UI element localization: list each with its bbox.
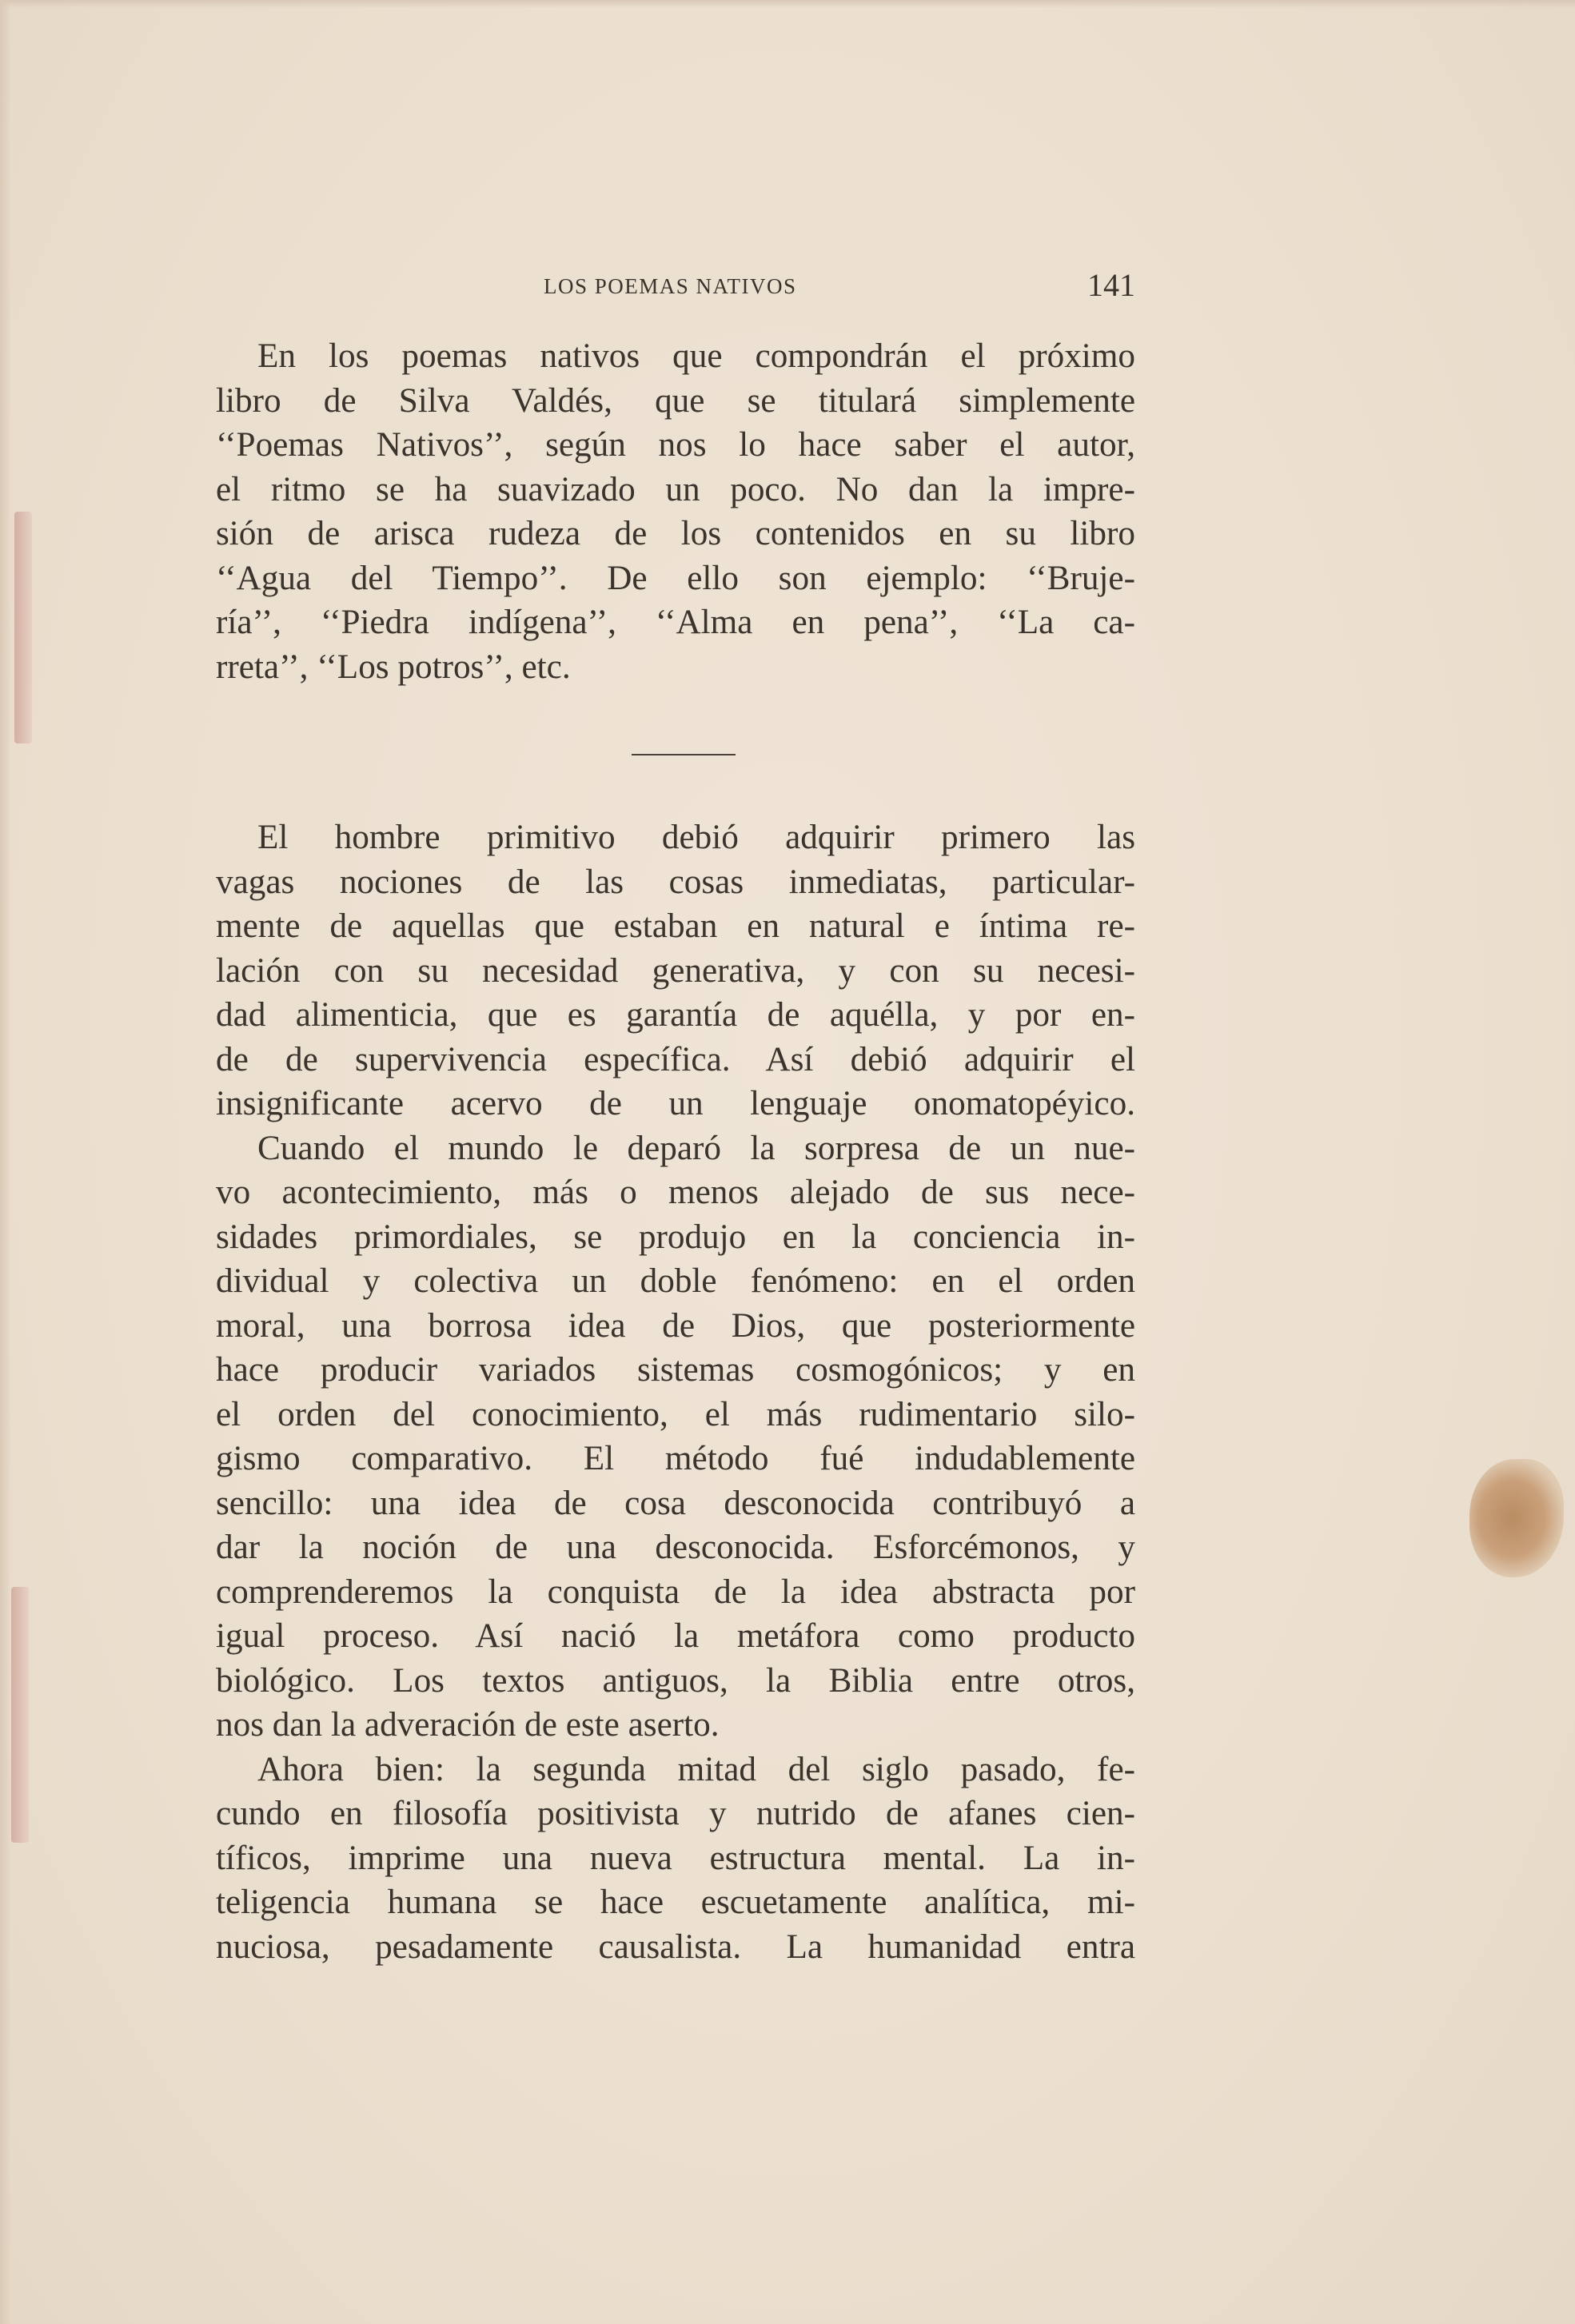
text-line: ría’’, ‘‘Piedra indígena’’, ‘‘Alma en pena’’, ‘‘La ca- — [216, 604, 1135, 641]
text-line: hace producir variados sistemas cosmogónicos; y en — [216, 1351, 1135, 1389]
text-line: nuciosa, pesadamente causalista. La humanidad entra — [216, 1927, 1135, 1966]
running-title: LOS POEMAS NATIVOS — [544, 274, 797, 298]
text-line: nos dan la adveración de este aserto. — [216, 1706, 720, 1744]
page-number: 141 — [1087, 267, 1135, 303]
text-line: tíficos, imprime una nueva estructura mental. La in- — [216, 1839, 1135, 1877]
page-header — [216, 260, 1135, 308]
paper-stain — [1469, 1459, 1564, 1577]
text-line: insignificante acervo de un lenguaje onomatopéyico. — [216, 1085, 1135, 1122]
text-line: el ritmo se ha suavizado un poco. No dan la impre- — [216, 470, 1135, 508]
paragraph-poemas-nativos — [216, 334, 1135, 689]
page-left-edge — [0, 0, 11, 2324]
text-line: mente de aquellas que estaban en natural e íntima re- — [216, 907, 1135, 945]
text-line: Ahora bien: la segunda mitad del siglo pasado, fe- — [257, 1750, 1135, 1788]
text-line: sidades primordiales, se produjo en la conciencia in- — [216, 1218, 1135, 1256]
text-line: ‘‘Poemas Nativos’’, según nos lo hace saber el autor, — [216, 426, 1135, 464]
text-line: dividual y colectiva un doble fenómeno: en el orden — [216, 1262, 1135, 1300]
binding-tear-mark — [11, 1587, 29, 1843]
text-line: sión de arisca rudeza de los contenidos en su libro — [216, 515, 1135, 552]
text-line: de de supervivencia específica. Así debió adquirir el — [216, 1040, 1135, 1078]
text-line: Cuando el mundo le deparó la sorpresa de un nue- — [257, 1129, 1135, 1167]
text-line: comprenderemos la conquista de la idea abstracta por — [216, 1573, 1135, 1611]
text-line: el orden del conocimiento, el más rudimentario silo- — [216, 1395, 1135, 1433]
paragraph-hombre-primitivo — [216, 815, 1135, 1969]
text-line: igual proceso. Así nació la metáfora como producto — [216, 1617, 1135, 1655]
text-line: dad alimenticia, que es garantía de aquélla, y por en- — [216, 996, 1135, 1034]
text-line: ‘‘Agua del Tiempo’’. De ello son ejemplo: ‘‘Bruje- — [216, 559, 1135, 597]
text-line: rreta’’, ‘‘Los potros’’, etc. — [216, 648, 571, 686]
text-line: sencillo: una idea de cosa desconocida contribuyó a — [216, 1484, 1135, 1522]
text-line: En los poemas nativos que compondrán el próximo — [257, 337, 1135, 375]
text-line: teligencia humana se hace escuetamente analítica, mi- — [216, 1884, 1135, 1921]
binding-tear-mark — [14, 512, 32, 743]
text-line: biológico. Los textos antiguos, la Biblia entre otros, — [216, 1661, 1135, 1700]
text-line: cundo en filosofía positivista y nutrido de afanes cien- — [216, 1795, 1135, 1832]
text-line: moral, una borrosa idea de Dios, que posteriormente — [216, 1306, 1135, 1345]
section-divider — [632, 754, 736, 755]
text-line: vo acontecimiento, más o menos alejado de sus nece- — [216, 1174, 1135, 1211]
text-line: gismo comparativo. El método fué indudablemente — [216, 1440, 1135, 1477]
text-line: El hombre primitivo debió adquirir primero las — [257, 819, 1135, 856]
text-line: vagas nociones de las cosas inmediatas, particular- — [216, 863, 1135, 901]
text-line: dar la noción de una desconocida. Esforcémonos, y — [216, 1529, 1135, 1566]
text-line: libro de Silva Valdés, que se titulará simplemente — [216, 381, 1135, 420]
text-line: lación con su necesidad generativa, y con su necesi- — [216, 951, 1135, 990]
page-top-edge — [0, 0, 1575, 8]
